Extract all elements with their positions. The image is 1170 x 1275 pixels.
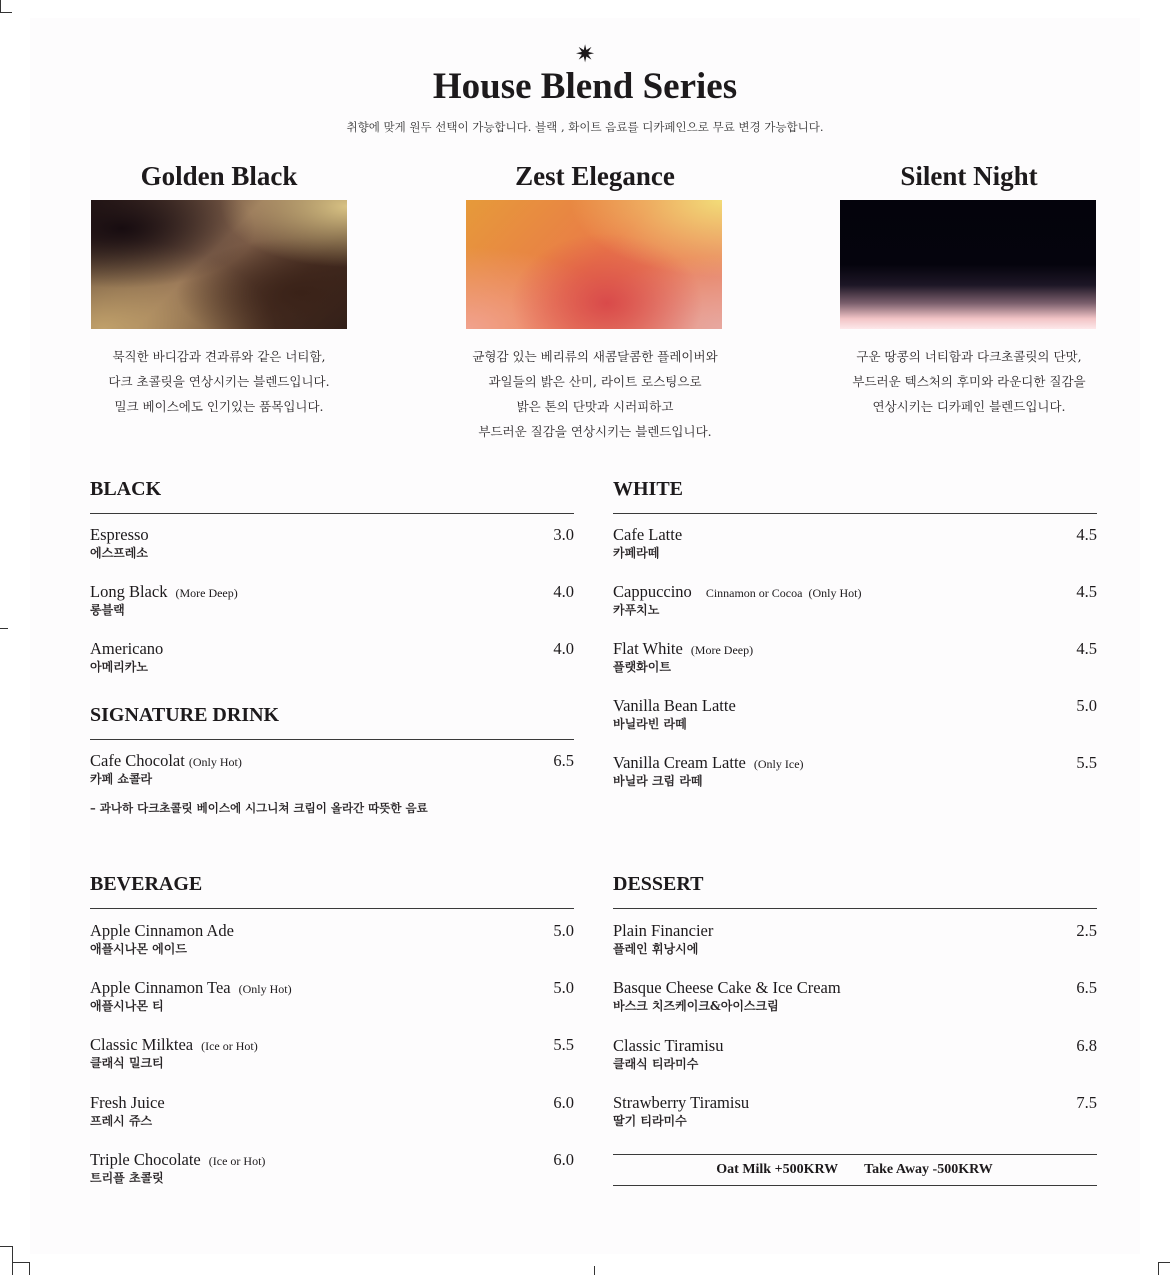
item-price: 4.5 <box>1076 525 1097 544</box>
item-price: 6.8 <box>1076 1036 1097 1055</box>
item-price: 7.5 <box>1076 1093 1097 1112</box>
blend-desc-line: 부드러운 텍스처의 후미와 라운디한 질감을 <box>852 374 1086 389</box>
item-name: Americano <box>90 639 164 658</box>
item-note: (Ice or Hot) <box>208 1154 266 1168</box>
item-name-korean: 바스크 치즈케이크&아이스크림 <box>613 999 779 1013</box>
item-name-korean: 롱블랙 <box>90 603 125 617</box>
menu-item <box>613 1093 1097 1131</box>
blend-desc-zest-elegance <box>430 344 760 444</box>
menu-item <box>90 1150 574 1188</box>
section-title-signature: SIGNATURE DRINK <box>90 704 280 726</box>
blend-name-silent-night: Silent Night <box>900 161 1038 191</box>
item-name: Strawberry Tiramisu <box>613 1093 750 1112</box>
blend-swatch-zest-elegance <box>466 200 722 329</box>
item-name-korean: 애플시나몬 티 <box>90 999 164 1013</box>
item-name: Cafe Latte <box>613 525 683 544</box>
item-name-korean: 플레인 휘낭시에 <box>613 942 699 956</box>
blend-desc-line: 연상시키는 디카페인 블렌드입니다. <box>872 399 1066 414</box>
menu-item <box>90 921 574 959</box>
menu-item <box>613 753 1097 791</box>
blend-desc-line: 다크 초콜릿을 연상시키는 블렌드입니다. <box>108 374 330 389</box>
item-price: 6.5 <box>1076 978 1097 997</box>
blend-name-golden-black: Golden Black <box>140 161 298 191</box>
item-price: 4.0 <box>553 639 574 658</box>
item-price: 4.5 <box>1076 639 1097 658</box>
crop-mark <box>0 12 12 13</box>
item-name: Flat White <box>613 639 683 658</box>
item-name: Basque Cheese Cake & Ice Cream <box>613 978 841 997</box>
item-name-korean: 클래식 티라미수 <box>613 1057 699 1071</box>
item-name: Apple Cinnamon Tea <box>90 978 231 997</box>
item-name-korean: 카페 쇼콜라 <box>90 772 153 786</box>
item-name: Classic Tiramisu <box>613 1036 724 1055</box>
page-title: House Blend Series <box>432 66 738 107</box>
extras-divider-bottom <box>613 1185 1097 1186</box>
blend-desc-golden-black <box>54 344 384 419</box>
item-name: Cafe Chocolat <box>90 751 185 770</box>
menu-item <box>613 582 1097 620</box>
item-name-korean: 플랫화이트 <box>613 660 671 674</box>
item-name: Fresh Juice <box>90 1093 165 1112</box>
item-price: 5.0 <box>553 921 574 940</box>
item-price: 5.5 <box>553 1035 574 1054</box>
blend-desc-line: 균형감 있는 베리류의 새콤달콤한 플레이버와 <box>472 349 718 364</box>
blend-desc-line: 구운 땅콩의 너티함과 다크초콜릿의 단맛, <box>856 349 1082 364</box>
item-name-korean: 카페라떼 <box>613 546 660 560</box>
menu-item <box>613 1036 1097 1074</box>
crop-mark <box>29 1262 30 1275</box>
crop-mark <box>1158 1262 1159 1275</box>
item-note: (More Deep) <box>690 643 754 657</box>
menu-item <box>90 751 574 789</box>
item-name: Triple Chocolate <box>90 1150 201 1169</box>
menu-item <box>613 639 1097 677</box>
crop-mark <box>1158 1262 1170 1263</box>
item-note: (Only Hot) <box>188 755 242 769</box>
item-price: 5.0 <box>553 978 574 997</box>
blend-desc-line: 과일들의 밝은 산미, 라이트 로스팅으로 <box>488 374 702 389</box>
menu-item <box>90 639 574 677</box>
item-note: (More Deep) <box>175 586 238 600</box>
item-name-korean: 딸기 티라미수 <box>613 1114 687 1128</box>
menu-item <box>90 525 574 563</box>
item-price: 6.0 <box>553 1093 574 1112</box>
item-price: 3.0 <box>553 525 574 544</box>
menu-item <box>90 978 574 1016</box>
crop-mark <box>12 1262 30 1263</box>
item-name: Long Black <box>90 582 168 601</box>
menu-item <box>90 1093 574 1131</box>
blend-desc-line: 밝은 톤의 단맛과 시러피하고 <box>516 399 674 414</box>
signature-description: – 과나하 다크초콜릿 베이스에 시그니쳐 크림이 올라간 따뜻한 음료 <box>90 801 428 815</box>
item-note: (Only Hot) <box>238 982 292 996</box>
item-name: Vanilla Cream Latte <box>613 753 746 772</box>
item-price: 2.5 <box>1076 921 1097 940</box>
blend-name-zest-elegance: Zest Elegance <box>515 161 675 191</box>
item-name: Espresso <box>90 525 149 544</box>
crop-mark <box>0 628 8 629</box>
blend-desc-silent-night <box>804 344 1134 419</box>
menu-item <box>90 582 574 620</box>
menu-item <box>613 921 1097 959</box>
item-name-korean: 아메리카노 <box>90 660 148 674</box>
oat-milk-option: Oat Milk +500KRW <box>716 1162 839 1177</box>
item-name-korean: 애플시나몬 에이드 <box>90 942 187 956</box>
item-name: Plain Financier <box>613 921 714 940</box>
item-name-korean: 프레시 쥬스 <box>90 1114 153 1128</box>
item-note: (Only Ice) <box>753 757 804 771</box>
take-away-option: Take Away -500KRW <box>864 1162 993 1177</box>
item-price: 5.0 <box>1076 696 1097 715</box>
section-title-dessert: DESSERT <box>613 873 704 895</box>
extras-divider-top <box>613 1154 1097 1155</box>
crop-mark <box>0 1246 12 1247</box>
item-name-korean: 클래식 밀크티 <box>90 1056 164 1070</box>
item-name-korean: 바닐라 크림 라떼 <box>613 774 703 788</box>
item-price: 5.5 <box>1076 753 1097 772</box>
item-name: Cappuccino <box>613 582 692 601</box>
section-divider <box>90 739 574 740</box>
section-divider <box>90 908 574 909</box>
blend-swatch-golden-black <box>91 200 347 329</box>
blend-swatch-silent-night <box>840 200 1096 329</box>
item-name-korean: 에스프레소 <box>90 546 148 560</box>
menu-item <box>613 696 1097 734</box>
menu-item <box>90 1035 574 1073</box>
extras-line <box>613 1160 1096 1180</box>
item-price: 6.5 <box>553 751 574 770</box>
section-title-beverage: BEVERAGE <box>90 873 203 895</box>
item-note: Cinnamon or Cocoa (Only Hot) <box>705 586 862 600</box>
section-divider <box>90 513 574 514</box>
blend-desc-line: 밀크 베이스에도 인기있는 품목입니다. <box>114 399 324 414</box>
item-note: (Ice or Hot) <box>201 1039 258 1053</box>
section-divider <box>613 513 1097 514</box>
item-price: 4.0 <box>553 582 574 601</box>
item-name-korean: 카푸치노 <box>613 603 660 617</box>
item-name: Classic Milktea <box>90 1035 194 1054</box>
section-title-black: BLACK <box>90 478 162 500</box>
item-name: Vanilla Bean Latte <box>613 696 736 715</box>
section-title-white: WHITE <box>613 478 684 500</box>
menu-item <box>613 525 1097 563</box>
item-name: Apple Cinnamon Ade <box>90 921 234 940</box>
menu-item <box>613 978 1097 1016</box>
star-ornament-icon: ✷ <box>574 40 596 68</box>
crop-mark <box>12 1246 13 1275</box>
item-name-korean: 바닐라빈 라떼 <box>613 717 687 731</box>
crop-mark <box>594 1266 595 1275</box>
page-subtitle: 취향에 맞게 원두 선택이 가능합니다. 블랙 , 화이트 음료를 디카페인으로 무료 변경 가능합니다. <box>346 120 824 134</box>
item-price: 6.0 <box>553 1150 574 1169</box>
section-divider <box>613 908 1097 909</box>
item-name-korean: 트리플 초콜릿 <box>90 1171 164 1185</box>
blend-desc-line: 묵직한 바디감과 견과류와 같은 너티함, <box>112 349 326 364</box>
crop-mark <box>0 0 1 12</box>
item-price: 4.5 <box>1076 582 1097 601</box>
blend-desc-line: 부드러운 질감을 연상시키는 블렌드입니다. <box>478 424 712 439</box>
